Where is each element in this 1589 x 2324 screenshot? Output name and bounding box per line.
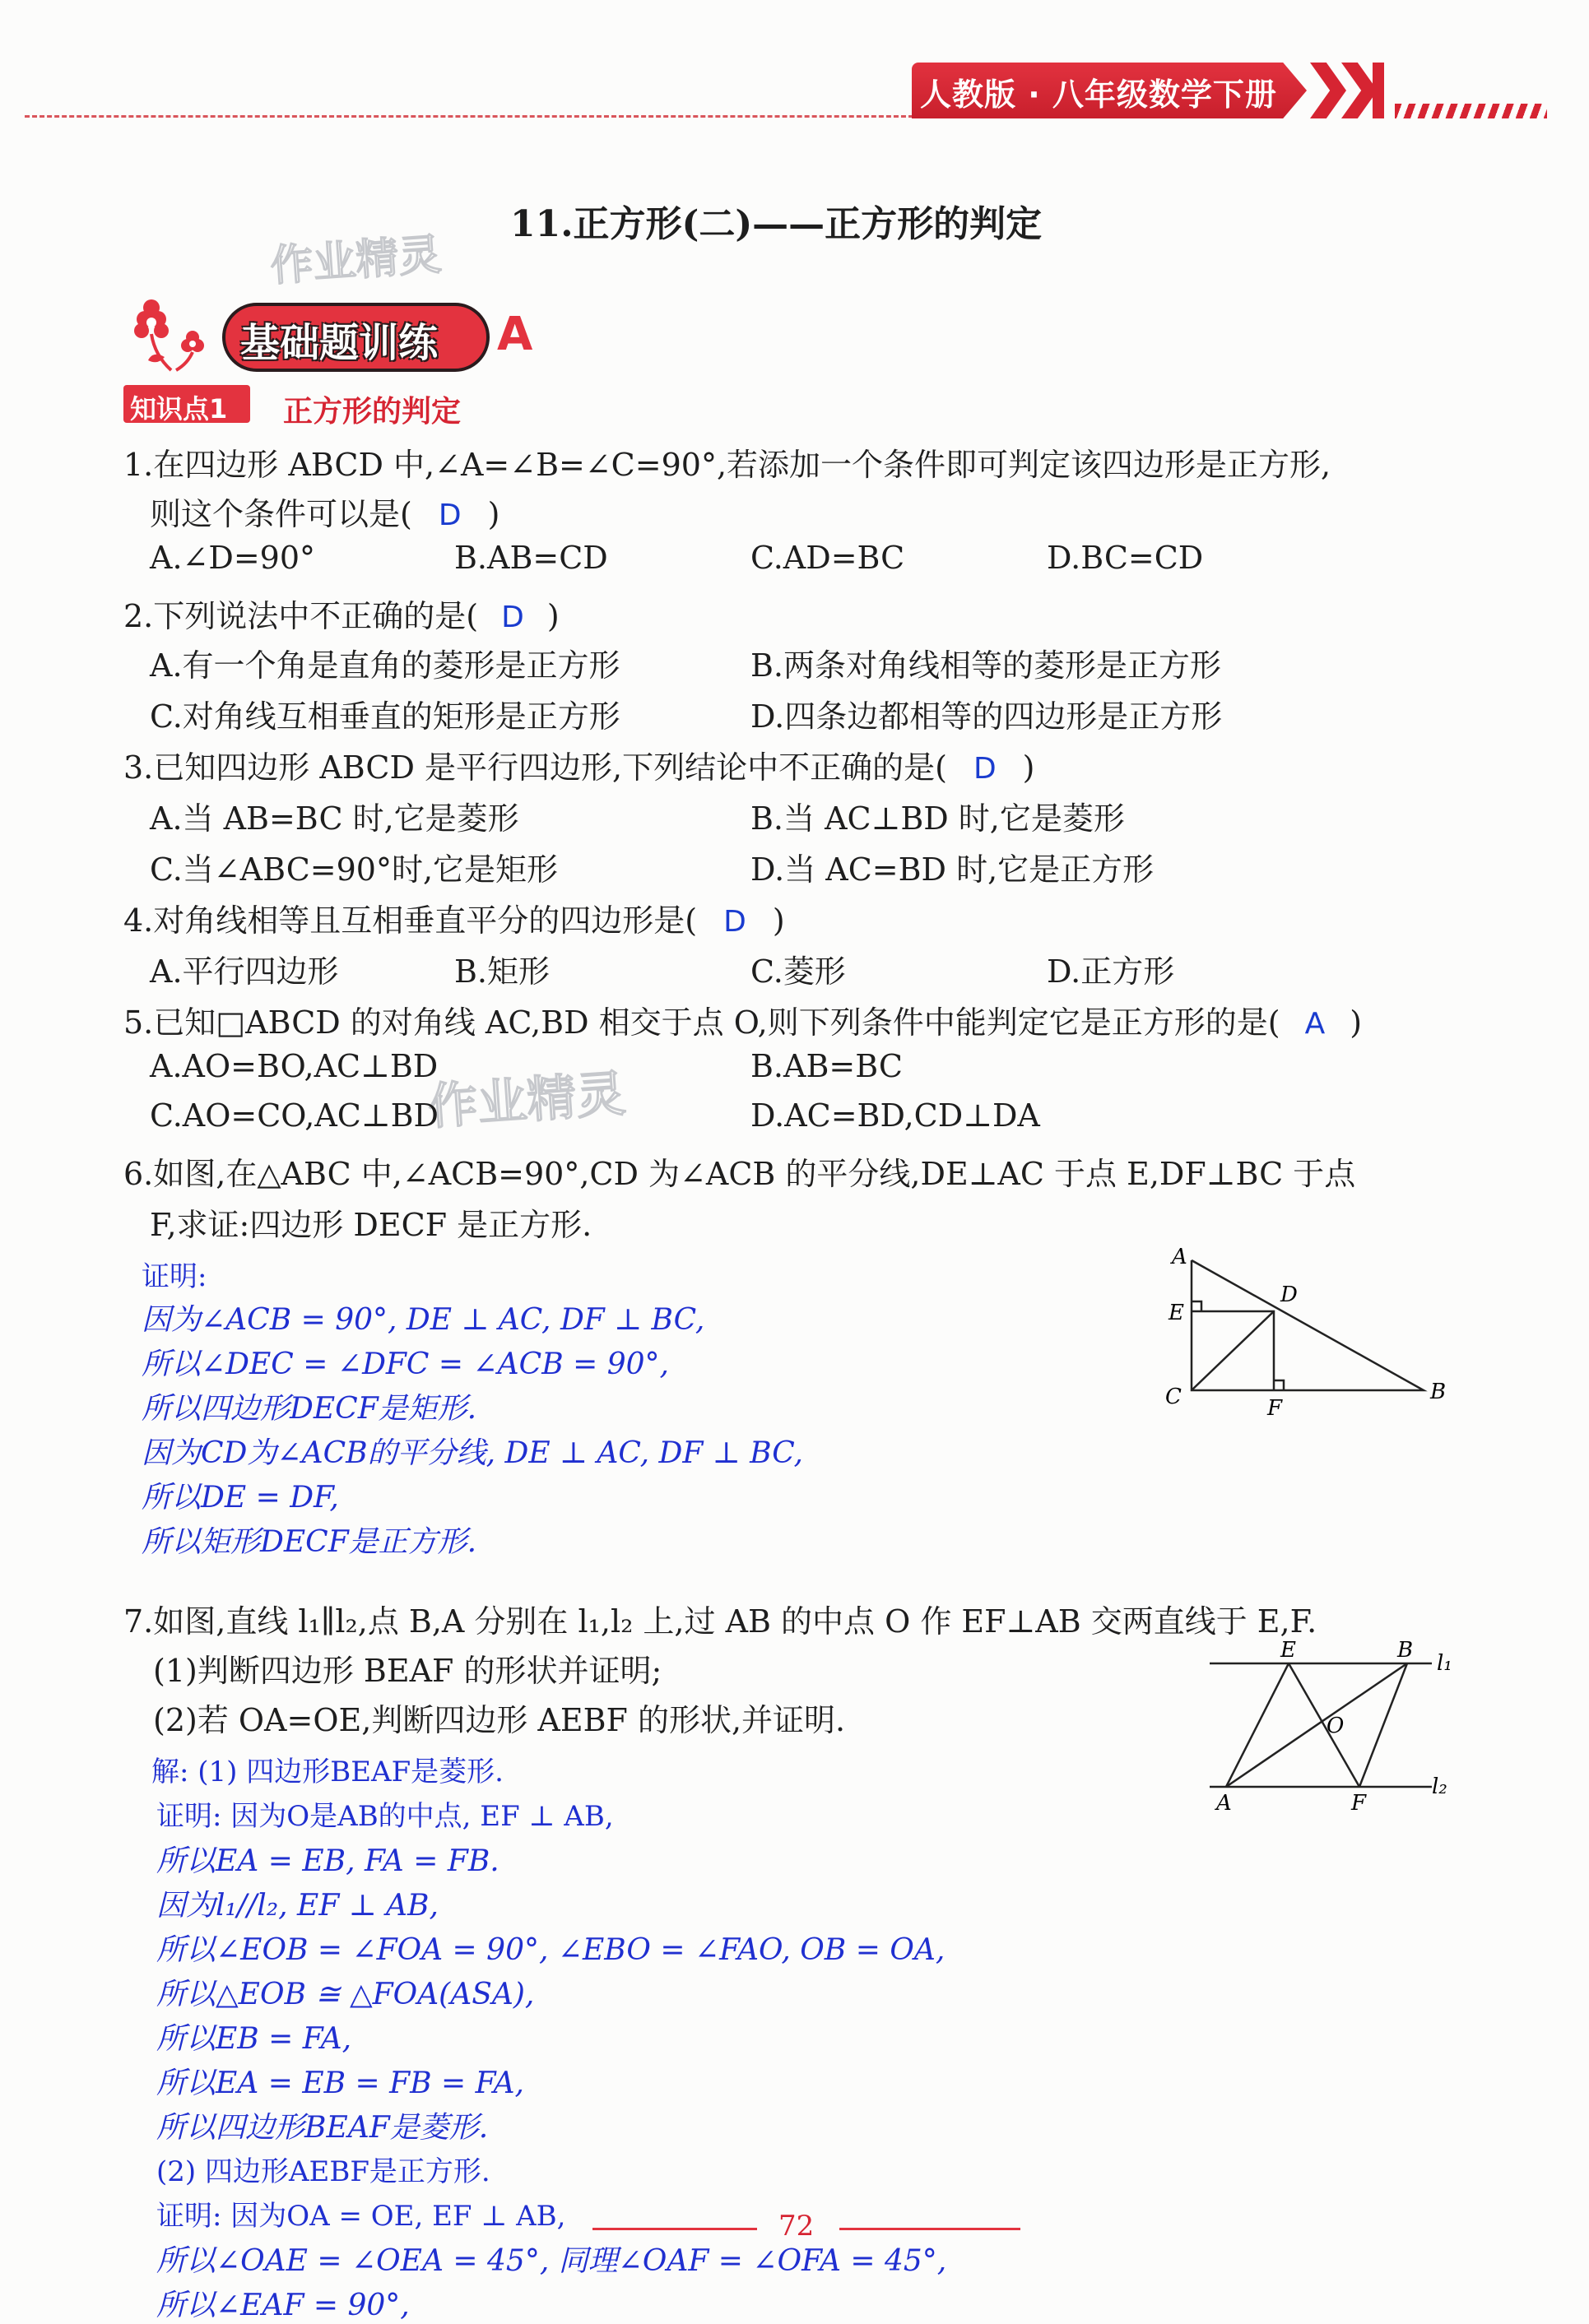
header-tab-text: 人教版 · 八年级数学下册 xyxy=(920,77,1277,113)
option-d: D.BC=CD xyxy=(1047,540,1204,576)
answer: D xyxy=(438,499,462,532)
answer: A xyxy=(1304,1007,1326,1041)
label-a: A xyxy=(1216,1791,1232,1816)
option-c: C.当∠ABC=90°时,它是矩形 xyxy=(150,851,559,888)
solution-line: 因为l₁//l₂, EF ⊥ AB, xyxy=(156,1889,439,1923)
question-4-stem: 4.对角线相等且互相垂直平分的四边形是( D ) xyxy=(123,902,785,939)
solution-line: (2) 四边形AEBF是正方形. xyxy=(156,2155,490,2188)
solution-line: 所以EA = EB = FB = FA, xyxy=(156,2067,524,2100)
proof-line: 所以四边形DECF是矩形. xyxy=(142,1392,477,1426)
option-d: D.AC=BD,CD⊥DA xyxy=(750,1097,1040,1134)
option-a: A.有一个角是直角的菱形是正方形 xyxy=(150,647,620,684)
label-e: E xyxy=(1280,1638,1296,1663)
option-b: B.矩形 xyxy=(454,953,551,990)
option-d: D.四条边都相等的四边形是正方形 xyxy=(750,698,1223,735)
question-5-stem: 5.已知□ABCD 的对角线 AC,BD 相交于点 O,则下列条件中能判定它是正方形的是( A ) xyxy=(123,1004,1363,1041)
option-a: A.平行四边形 xyxy=(150,953,339,990)
question-7-part-2: (2)若 OA=OE,判断四边形 AEBF 的形状,并证明. xyxy=(153,1702,846,1738)
option-a: A.当 AB=BC 时,它是菱形 xyxy=(150,800,519,837)
proof-line: 所以∠DEC = ∠DFC = ∠ACB = 90°, xyxy=(142,1348,669,1381)
solution-line: 所以EA = EB, FA = FB. xyxy=(156,1844,499,1878)
option-c: C.菱形 xyxy=(750,953,846,990)
section-banner-text: 基础题训练 xyxy=(240,320,439,366)
section-level: A xyxy=(497,308,533,361)
proof-line: 所以DE = DF, xyxy=(142,1481,339,1515)
label-f: F xyxy=(1351,1791,1367,1816)
header-bar-end xyxy=(1373,63,1384,118)
label-e: E xyxy=(1169,1301,1184,1325)
flower-icon xyxy=(122,298,221,377)
label-c: C xyxy=(1165,1385,1182,1409)
label-l2: l₂ xyxy=(1432,1774,1447,1799)
label-o: O xyxy=(1326,1714,1345,1738)
solution-line: 所以∠EAF = 90°, xyxy=(156,2289,410,2322)
question-1-stem-2: 则这个条件可以是( D ) xyxy=(150,496,500,532)
label-b: B xyxy=(1430,1380,1447,1404)
chevron-icon xyxy=(1310,63,1346,118)
option-c: C.对角线互相垂直的矩形是正方形 xyxy=(150,698,620,735)
page-number: 72 xyxy=(778,2210,815,2243)
solution-line: 所以四边形BEAF是菱形. xyxy=(156,2111,489,2145)
option-c: C.AD=BC xyxy=(750,540,905,576)
footer-line xyxy=(592,2228,757,2230)
knowledge-point-label: 知识点1 xyxy=(130,393,228,424)
label-b: B xyxy=(1397,1638,1414,1663)
parallel-lines-figure xyxy=(1201,1637,1465,1826)
option-c: C.AO=CO,AC⊥BD xyxy=(150,1097,439,1134)
page-title: 11.正方形(二)——正方形的判定 xyxy=(510,203,1043,245)
option-a: A.∠D=90° xyxy=(150,540,316,576)
option-d: D.当 AC=BD 时,它是正方形 xyxy=(750,851,1155,888)
question-1-stem: 1.在四边形 ABCD 中,∠A=∠B=∠C=90°,若添加一个条件即可判定该四边形是正方形, xyxy=(123,447,1331,483)
option-b: B.当 AC⊥BD 时,它是菱形 xyxy=(750,800,1125,837)
option-b: B.两条对角线相等的菱形是正方形 xyxy=(750,647,1222,684)
solution-line: 证明: 因为OA = OE, EF ⊥ AB, xyxy=(156,2200,566,2233)
option-a: A.AO=BO,AC⊥BD xyxy=(150,1048,439,1084)
label-d: D xyxy=(1280,1283,1298,1307)
footer-line xyxy=(839,2228,1020,2230)
solution-line: 所以∠OAE = ∠OEA = 45°, 同理∠OAF = ∠OFA = 45°, xyxy=(156,2244,947,2278)
solution-line: 证明: 因为O是AB的中点, EF ⊥ AB, xyxy=(156,1800,614,1833)
proof-line: 所以矩形DECF是正方形. xyxy=(142,1525,477,1559)
knowledge-point-title: 正方形的判定 xyxy=(283,395,462,429)
question-7-part-1: (1)判断四边形 BEAF 的形状并证明; xyxy=(153,1653,662,1689)
proof-line: 证明: xyxy=(142,1260,207,1293)
label-l1: l₁ xyxy=(1437,1651,1452,1676)
question-6-stem-2: F,求证:四边形 DECF 是正方形. xyxy=(150,1207,592,1243)
option-b: B.AB=BC xyxy=(750,1048,903,1084)
question-7-stem: 7.如图,直线 l₁∥l₂,点 B,A 分别在 l₁,l₂ 上,过 AB 的中点 O 作 EF⊥AB 交两直线于 E,F. xyxy=(123,1603,1317,1640)
question-2-stem: 2.下列说法中不正确的是( D ) xyxy=(123,598,560,634)
header-stripes xyxy=(1395,104,1547,118)
triangle-figure xyxy=(1152,1242,1465,1423)
question-3-stem: 3.已知四边形 ABCD 是平行四边形,下列结论中不正确的是( D ) xyxy=(123,749,1035,786)
solution-line: 所以EB = FA, xyxy=(156,2022,352,2056)
header-dashed-line xyxy=(25,115,913,118)
proof-line: 因为CD为∠ACB的平分线, DE ⊥ AC, DF ⊥ BC, xyxy=(142,1436,803,1470)
solution-line: 所以△EOB ≅ △FOA(ASA), xyxy=(156,1978,535,2011)
option-b: B.AB=CD xyxy=(454,540,608,576)
solution-line: 解: (1) 四边形BEAF是菱形. xyxy=(151,1756,504,1788)
label-a: A xyxy=(1172,1245,1187,1269)
watermark: 作业精灵 xyxy=(268,230,444,292)
option-d: D.正方形 xyxy=(1047,953,1175,990)
answer: D xyxy=(723,905,746,939)
label-f: F xyxy=(1267,1396,1283,1421)
answer: D xyxy=(501,601,524,634)
proof-line: 因为∠ACB = 90°, DE ⊥ AC, DF ⊥ BC, xyxy=(142,1303,705,1337)
answer: D xyxy=(973,752,997,786)
question-6-stem: 6.如图,在△ABC 中,∠ACB=90°,CD 为∠ACB 的平分线,DE⊥AC 于点 E,DF⊥BC 于点 xyxy=(123,1156,1356,1192)
watermark: 作业精灵 xyxy=(426,1065,628,1137)
solution-line: 所以∠EOB = ∠FOA = 90°, ∠EBO = ∠FAO, OB = OA, xyxy=(156,1933,946,1967)
